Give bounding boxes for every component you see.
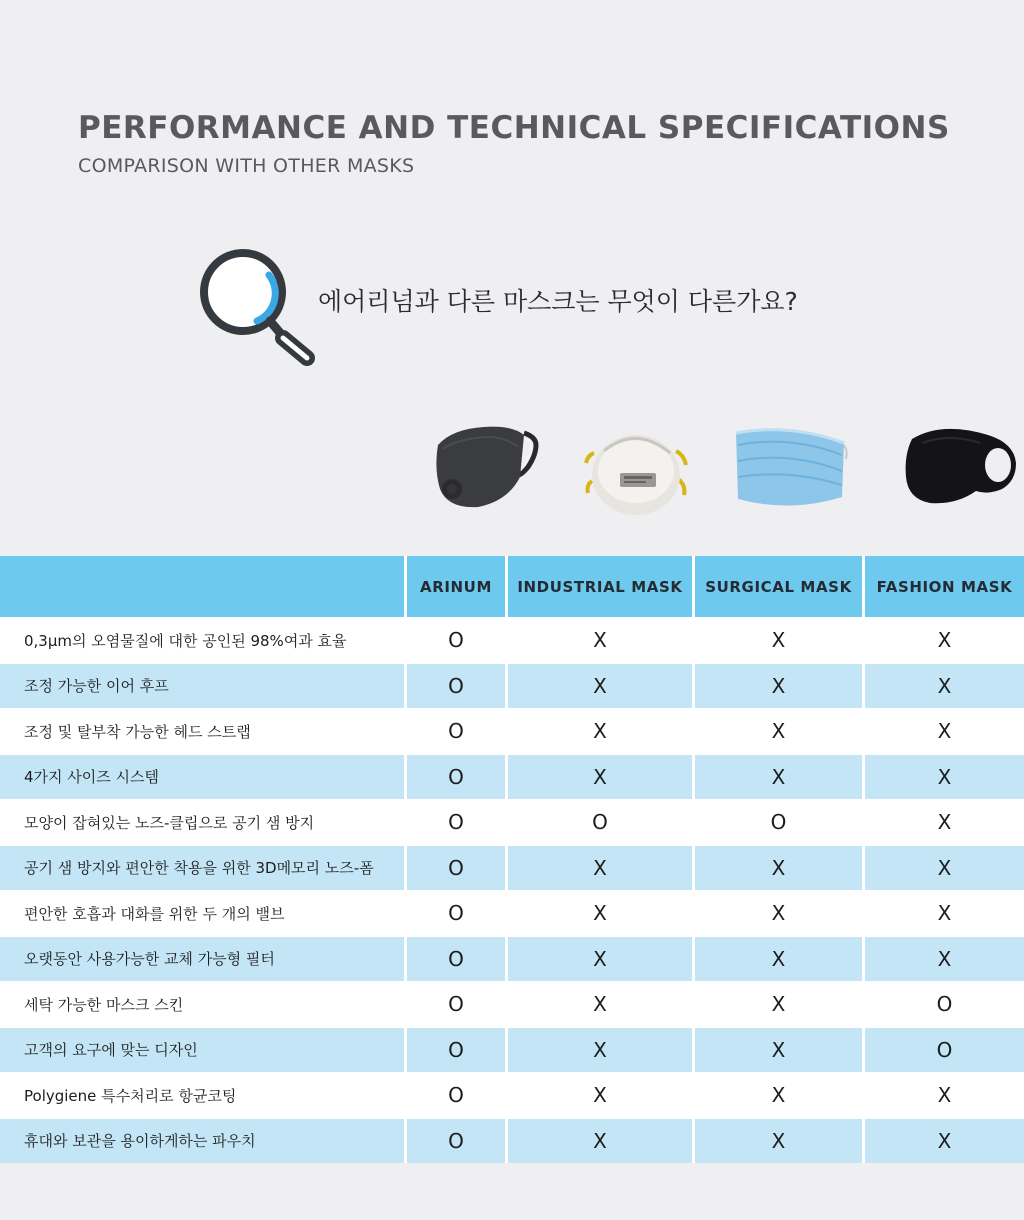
table-row — [0, 1027, 1024, 1073]
table-row — [0, 890, 1024, 936]
support-mark: X — [937, 810, 952, 835]
fashion-mask-cell — [862, 890, 1024, 936]
arinum-cell — [404, 617, 505, 663]
arinum-cell — [404, 981, 505, 1027]
surgical-mask-cell — [692, 1118, 862, 1164]
support-mark: X — [771, 673, 786, 698]
support-mark: X — [937, 1128, 952, 1153]
feature-label: 4가지 사이즈 시스템 — [0, 754, 404, 800]
fashion-mask-cell — [862, 936, 1024, 982]
surgical-mask-cell — [692, 981, 862, 1027]
industrial-mask-cell — [505, 1027, 692, 1073]
surgical-mask-cell — [692, 890, 862, 936]
industrial-mask-cell — [505, 754, 692, 800]
support-mark: O — [448, 1037, 464, 1062]
support-mark: X — [937, 673, 952, 698]
surgical-mask-cell — [692, 1027, 862, 1073]
feature-label: Polygiene 특수처리로 항균코팅 — [0, 1072, 404, 1118]
fashion-mask-cell — [862, 754, 1024, 800]
support-mark: X — [937, 901, 952, 926]
industrial-mask-cell — [505, 845, 692, 891]
support-mark: X — [593, 1128, 607, 1153]
support-mark: O — [448, 1128, 464, 1153]
fashion-mask-cell — [862, 708, 1024, 754]
table-row — [0, 663, 1024, 709]
industrial-mask-cell — [505, 617, 692, 663]
surgical-mask-cell — [692, 845, 862, 891]
surgical-mask-cell — [692, 617, 862, 663]
arinum-cell — [404, 936, 505, 982]
support-mark: O — [592, 810, 608, 835]
support-mark: X — [937, 719, 952, 744]
support-mark: X — [593, 1037, 607, 1062]
table-body — [0, 617, 1024, 1163]
support-mark: O — [448, 673, 464, 698]
table-row — [0, 799, 1024, 845]
arinum-cell — [404, 1027, 505, 1073]
industrial-mask-cell — [505, 1072, 692, 1118]
support-mark: O — [448, 855, 464, 880]
table-row — [0, 1072, 1024, 1118]
feature-label: 오랫동안 사용가능한 교체 가능형 필터 — [0, 936, 404, 982]
arinum-cell — [404, 1072, 505, 1118]
arinum-mask-image — [432, 415, 540, 520]
column-header-fashion-mask: FASHION MASK — [862, 556, 1024, 617]
feature-label: 조정 가능한 이어 후프 — [0, 663, 404, 709]
industrial-mask-cell — [505, 1118, 692, 1164]
fashion-mask-image — [902, 415, 1020, 520]
support-mark: X — [771, 719, 786, 744]
comparison-question: 에어리넘과 다른 마스크는 무엇이 다른가요? — [318, 287, 798, 316]
support-mark: X — [593, 901, 607, 926]
support-mark: X — [593, 1083, 607, 1108]
support-mark: X — [937, 1083, 952, 1108]
surgical-mask-cell — [692, 708, 862, 754]
support-mark: X — [771, 946, 786, 971]
feature-label: 0,3μm의 오염물질에 대한 공인된 98%여과 효율 — [0, 617, 404, 663]
feature-label: 고객의 요구에 맞는 디자인 — [0, 1027, 404, 1073]
table-row — [0, 981, 1024, 1027]
support-mark: X — [937, 628, 952, 653]
arinum-cell — [404, 799, 505, 845]
support-mark: X — [771, 992, 786, 1017]
feature-label: 휴대와 보관을 용이하게하는 파우치 — [0, 1118, 404, 1164]
fashion-mask-cell — [862, 845, 1024, 891]
support-mark: O — [448, 901, 464, 926]
table-row — [0, 936, 1024, 982]
page-subtitle: COMPARISON WITH OTHER MASKS — [78, 155, 415, 177]
surgical-mask-cell — [692, 1072, 862, 1118]
comparison-table — [0, 556, 1024, 1163]
support-mark: X — [593, 719, 607, 744]
table-header-row — [0, 556, 1024, 617]
support-mark: O — [448, 719, 464, 744]
column-header-industrial-mask: INDUSTRIAL MASK — [505, 556, 692, 617]
support-mark: X — [771, 764, 786, 789]
support-mark: X — [937, 764, 952, 789]
column-header-feature — [0, 556, 404, 617]
surgical-mask-cell — [692, 936, 862, 982]
table-row — [0, 617, 1024, 663]
industrial-mask-cell — [505, 663, 692, 709]
support-mark: O — [448, 628, 464, 653]
support-mark: X — [593, 946, 607, 971]
support-mark: O — [448, 764, 464, 789]
support-mark: O — [936, 1037, 953, 1062]
column-header-surgical-mask: SURGICAL MASK — [692, 556, 862, 617]
arinum-cell — [404, 708, 505, 754]
support-mark: X — [937, 855, 952, 880]
column-header-arinum: ARINUM — [404, 556, 505, 617]
support-mark: O — [770, 810, 787, 835]
magnifying-glass-icon — [195, 245, 320, 370]
arinum-cell — [404, 890, 505, 936]
surgical-mask-cell — [692, 799, 862, 845]
support-mark: X — [593, 992, 607, 1017]
support-mark: O — [448, 992, 464, 1017]
arinum-cell — [404, 1118, 505, 1164]
page-title: PERFORMANCE AND TECHNICAL SPECIFICATIONS — [78, 110, 950, 146]
table-row — [0, 1118, 1024, 1164]
support-mark: O — [448, 1083, 464, 1108]
industrial-mask-cell — [505, 936, 692, 982]
support-mark: X — [771, 901, 786, 926]
fashion-mask-cell — [862, 799, 1024, 845]
table-row — [0, 754, 1024, 800]
support-mark: O — [448, 946, 464, 971]
support-mark: X — [771, 855, 786, 880]
fashion-mask-cell — [862, 663, 1024, 709]
industrial-mask-cell — [505, 799, 692, 845]
support-mark: X — [937, 946, 952, 971]
support-mark: X — [593, 764, 607, 789]
feature-label: 편안한 호흡과 대화를 위한 두 개의 밸브 — [0, 890, 404, 936]
arinum-cell — [404, 663, 505, 709]
industrial-mask-cell — [505, 708, 692, 754]
industrial-mask-cell — [505, 981, 692, 1027]
fashion-mask-cell — [862, 981, 1024, 1027]
fashion-mask-cell — [862, 617, 1024, 663]
arinum-cell — [404, 845, 505, 891]
fashion-mask-cell — [862, 1118, 1024, 1164]
feature-label: 조정 및 탈부착 가능한 헤드 스트랩 — [0, 708, 404, 754]
industrial-mask-image — [584, 415, 688, 520]
support-mark: X — [771, 628, 786, 653]
support-mark: X — [593, 628, 607, 653]
support-mark: X — [593, 673, 607, 698]
surgical-mask-cell — [692, 663, 862, 709]
table-row — [0, 708, 1024, 754]
industrial-mask-cell — [505, 890, 692, 936]
support-mark: X — [771, 1128, 786, 1153]
table-row — [0, 845, 1024, 891]
surgical-mask-image — [730, 415, 850, 520]
support-mark: O — [448, 810, 464, 835]
support-mark: X — [771, 1083, 786, 1108]
arinum-cell — [404, 754, 505, 800]
feature-label: 모양이 잡혀있는 노즈-클립으로 공기 샘 방지 — [0, 799, 404, 845]
support-mark: X — [771, 1037, 786, 1062]
support-mark: X — [593, 855, 607, 880]
fashion-mask-cell — [862, 1072, 1024, 1118]
feature-label: 공기 샘 방지와 편안한 착용을 위한 3D메모리 노즈-폼 — [0, 845, 404, 891]
surgical-mask-cell — [692, 754, 862, 800]
fashion-mask-cell — [862, 1027, 1024, 1073]
support-mark: O — [936, 992, 953, 1017]
feature-label: 세탁 가능한 마스크 스킨 — [0, 981, 404, 1027]
